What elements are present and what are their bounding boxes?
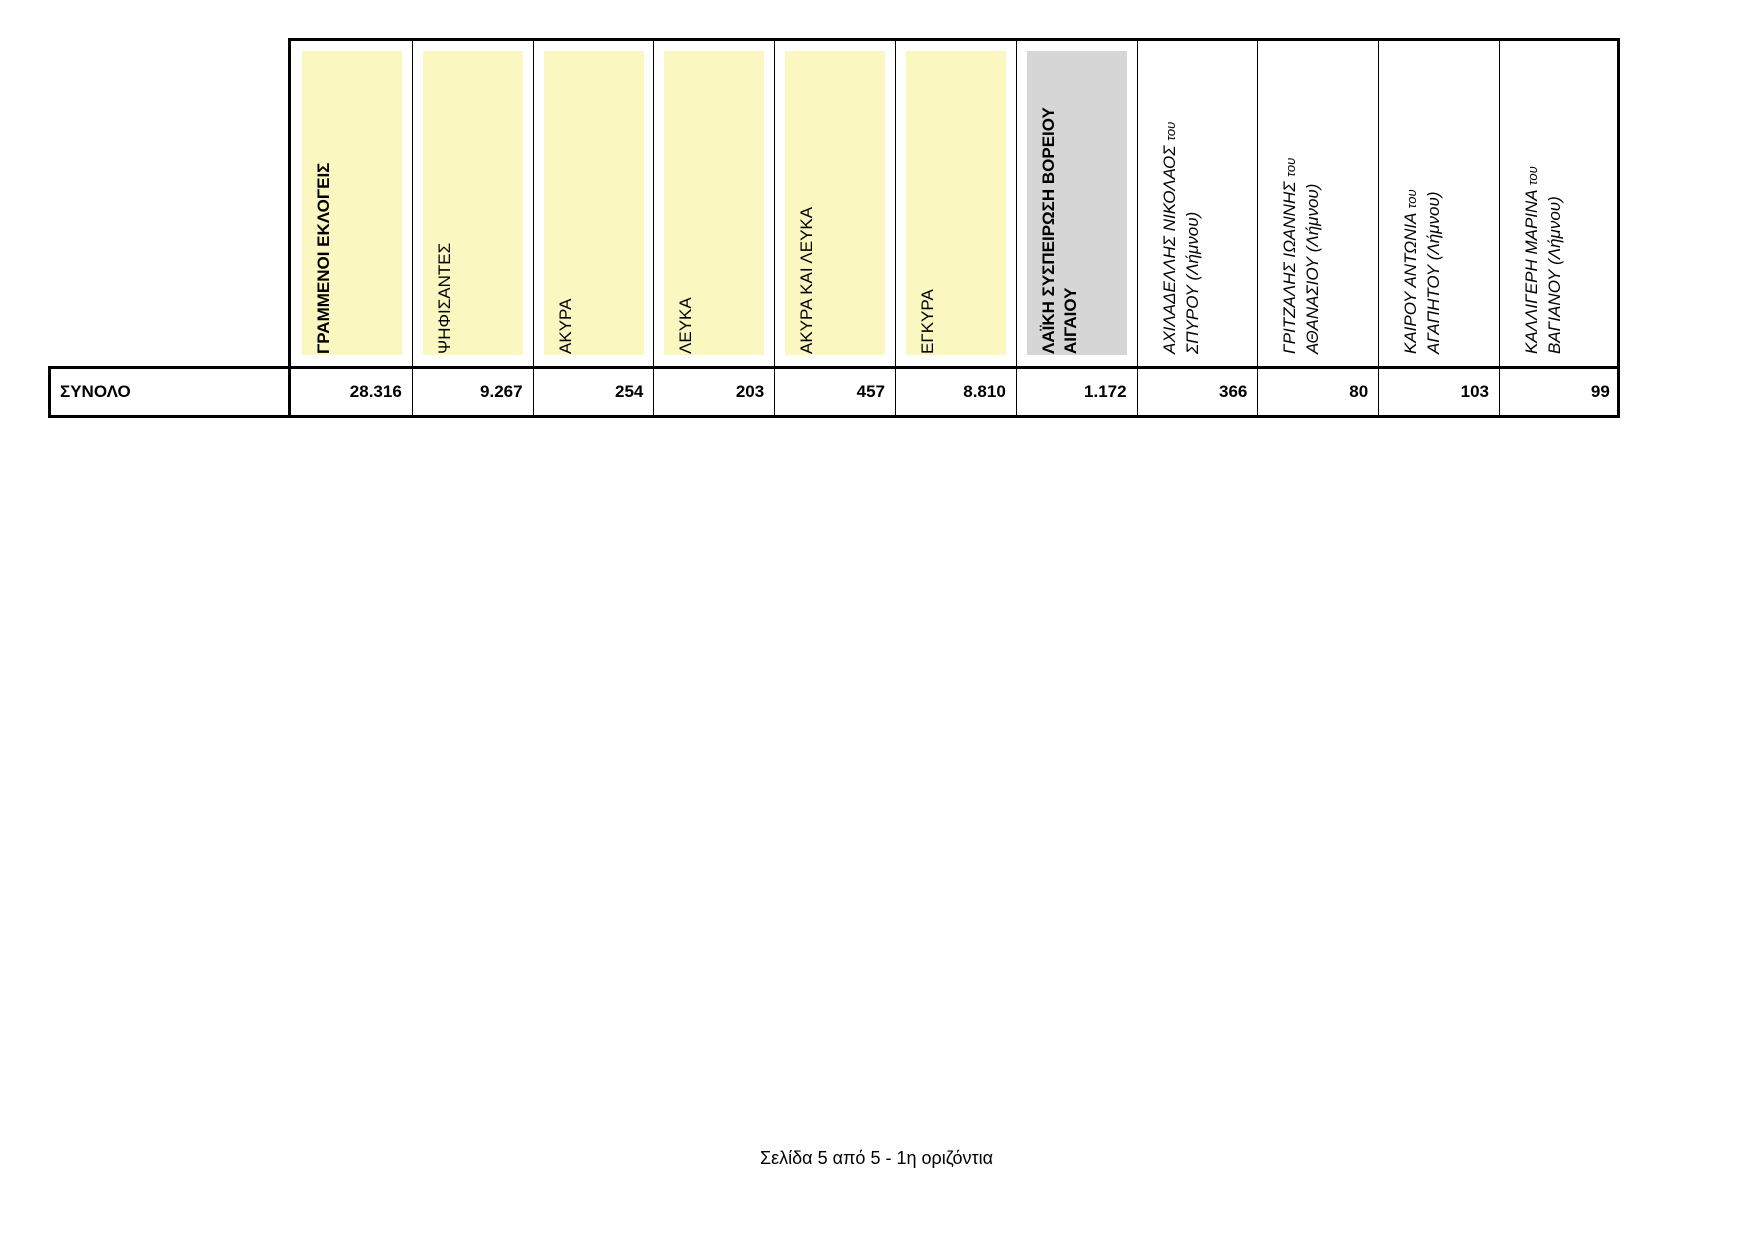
column-header <box>653 38 774 366</box>
total-value: 99 <box>1590 382 1610 401</box>
column-header <box>895 38 1016 366</box>
column-divider <box>1137 38 1138 366</box>
column-header-label: ΚΑΛΛΙΓΕΡΗ ΜΑΡΙΝΑ του ΒΑΓΙΑΝΟΥ (Λήμνου) <box>1522 166 1564 354</box>
column-header-label: ΓΡΑΜΜΕΝΟΙ ΕΚΛΟΓΕΙΣ <box>314 162 333 354</box>
column-header-label: ΛΕΥΚΑ <box>676 297 696 354</box>
column-divider <box>1257 38 1258 366</box>
column-header-label: ΑΚΥΡΑ ΚΑΙ ΛΕΥΚΑ <box>797 206 817 354</box>
column-header-label: ΛΑΪΚΗ ΣΥΣΠΕΙΡΩΣΗ ΒΟΡΕΙΟΥ ΑΙΓΑΙΟΥ <box>1038 107 1080 354</box>
column-header <box>1499 38 1620 366</box>
page-footer: Σελίδα 5 από 5 - 1η οριζόντια <box>760 1148 993 1168</box>
column-header <box>774 38 895 366</box>
column-divider <box>1016 38 1017 366</box>
column-divider <box>653 38 654 366</box>
total-value: 103 <box>1460 382 1489 401</box>
column-header <box>1378 38 1499 366</box>
column-header <box>1257 38 1378 366</box>
total-value: 8.810 <box>963 382 1006 401</box>
total-value: 28.316 <box>349 382 402 401</box>
total-value: 80 <box>1349 382 1369 401</box>
column-header <box>291 38 412 366</box>
column-header-label: ΑΚΥΡΑ <box>555 298 575 354</box>
column-divider <box>895 38 896 366</box>
column-header <box>533 38 654 366</box>
total-value: 366 <box>1219 382 1248 401</box>
total-value: 9.267 <box>480 382 523 401</box>
total-value: 254 <box>615 382 644 401</box>
column-header-label: ΚΑΙΡΟΥ ΑΝΤΩΝΙΑ του ΑΓΑΠΗΤΟΥ (Λήμνου) <box>1401 189 1444 354</box>
column-divider <box>412 38 413 366</box>
column-divider <box>1499 38 1500 366</box>
total-value: 203 <box>735 382 765 401</box>
column-header <box>1016 38 1137 366</box>
column-header-label: ΨΗΦΙΣΑΝΤΕΣ <box>434 242 454 354</box>
column-header <box>1137 38 1258 366</box>
column-divider <box>774 38 775 366</box>
column-header-label: ΕΓΚΥΡΑ <box>918 289 937 354</box>
total-row-label: ΣΥΝΟΛΟ <box>60 382 131 401</box>
label-divider <box>288 366 291 418</box>
column-divider <box>533 38 534 366</box>
column-header-label: ΓΡΙΤΖΑΛΗΣ ΙΩΑΝΝΗΣ του ΑΘΑΝΑΣΙΟΥ (Λήμνου) <box>1280 157 1323 354</box>
total-value: 1.172 <box>1084 382 1127 401</box>
column-header <box>412 38 533 366</box>
column-header-label: ΑΧΙΛΑΔΕΛΛΗΣ ΝΙΚΟΛΑΟΣ του ΣΠΥΡΟΥ (Λήμνου) <box>1159 121 1202 354</box>
column-divider <box>1378 38 1379 366</box>
total-value: 457 <box>856 382 885 401</box>
